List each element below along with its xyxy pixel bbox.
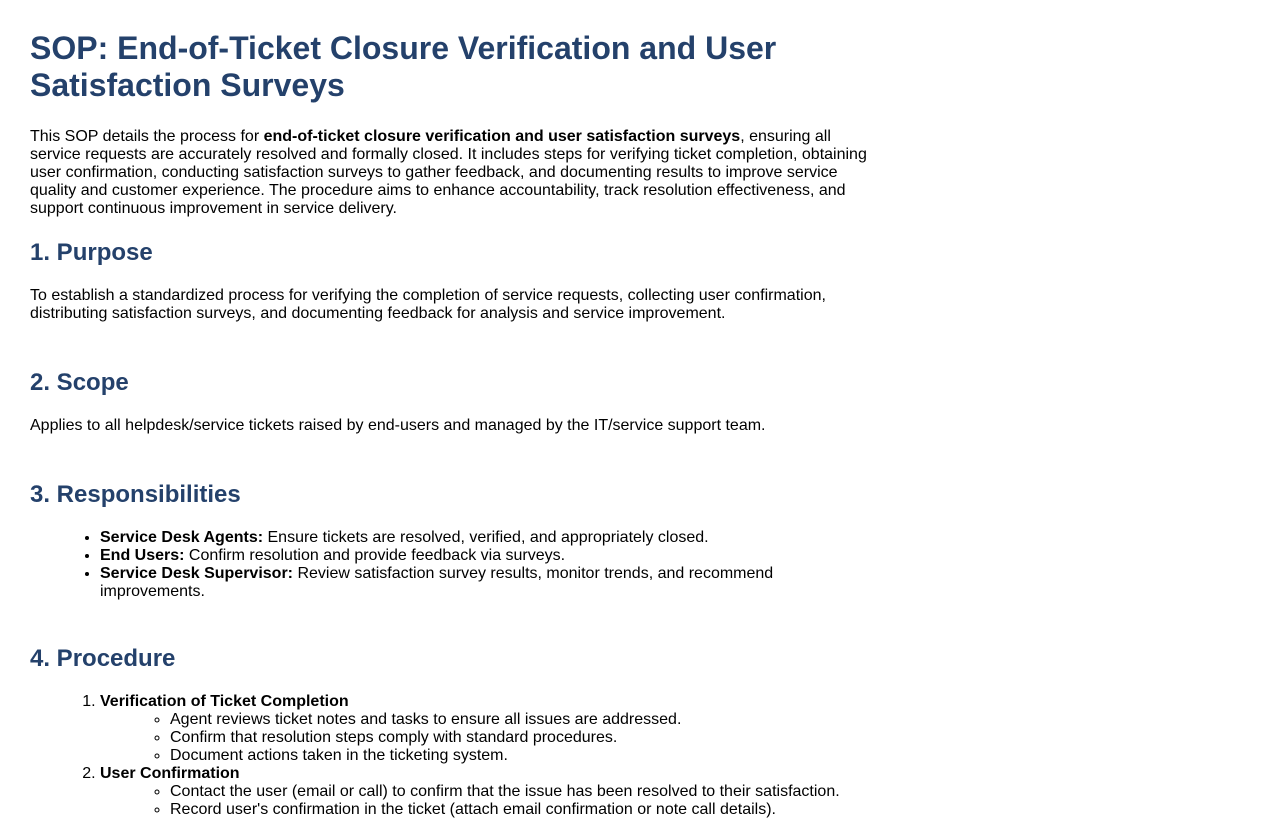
procedure-step bbox=[100, 693, 870, 765]
list-item bbox=[100, 529, 800, 547]
step-substeps bbox=[100, 783, 870, 819]
procedure-list bbox=[30, 693, 870, 819]
responsibilities-heading: 3. Responsibilities bbox=[30, 481, 241, 508]
role-label: Service Desk Agents: bbox=[100, 529, 264, 546]
intro-suffix: , ensuring all service requests are accurately resolved and formally closed. It includes steps for verifying ticket completion, obtaining user confirmation, conducting satisfaction surveys to gather feedback, and documenting results to improve service quality and customer experience. The procedure aims to enhance accountability, track resolution effectiveness, and support continuous improvement in service delivery. bbox=[30, 128, 867, 217]
step-title: Verification of Ticket Completion bbox=[100, 693, 349, 710]
scope-heading: 2. Scope bbox=[30, 369, 129, 396]
purpose-text: To establish a standardized process for verifying the completion of service requests, collecting user confirmation, distributing satisfaction surveys, and documenting feedback for analysis and service improvement. bbox=[30, 287, 826, 322]
role-label: Service Desk Supervisor: bbox=[100, 565, 293, 582]
procedure-heading: 4. Procedure bbox=[30, 645, 176, 672]
scope-text: Applies to all helpdesk/service tickets raised by end-users and managed by the IT/service support team. bbox=[30, 417, 766, 434]
page-title: SOP: End-of-Ticket Closure Verification and User Satisfaction Surveys bbox=[30, 30, 777, 103]
procedure-step bbox=[100, 765, 870, 819]
purpose-heading: 1. Purpose bbox=[30, 239, 153, 266]
list-item bbox=[100, 565, 800, 601]
role-label: End Users: bbox=[100, 547, 185, 564]
step-title: User Confirmation bbox=[100, 765, 240, 782]
role-description: Confirm resolution and provide feedback via surveys. bbox=[184, 547, 566, 564]
intro-bold: end-of-ticket closure verification and user satisfaction surveys bbox=[263, 128, 741, 145]
list-item: ◦ Record user's confirmation in the ticket (attach email confirmation or note call details). bbox=[170, 801, 870, 819]
intro-prefix: This SOP details the process for bbox=[30, 128, 264, 145]
list-item: ◦ Confirm that resolution steps comply with standard procedures. bbox=[170, 729, 870, 747]
step-substeps bbox=[100, 711, 870, 765]
intro-paragraph bbox=[30, 128, 870, 218]
list-item: ◦ Document actions taken in the ticketing system. bbox=[170, 747, 870, 765]
list-item bbox=[100, 547, 800, 565]
role-description: Review satisfaction survey results, monitor trends, and recommend improvements. bbox=[100, 565, 774, 600]
list-item: ◦ Agent reviews ticket notes and tasks to ensure all issues are addressed. bbox=[170, 711, 870, 729]
responsibilities-list bbox=[30, 529, 800, 601]
list-item: ◦ Contact the user (email or call) to confirm that the issue has been resolved to their satisfaction. bbox=[170, 783, 870, 801]
role-description: Ensure tickets are resolved, verified, and appropriately closed. bbox=[263, 529, 709, 546]
